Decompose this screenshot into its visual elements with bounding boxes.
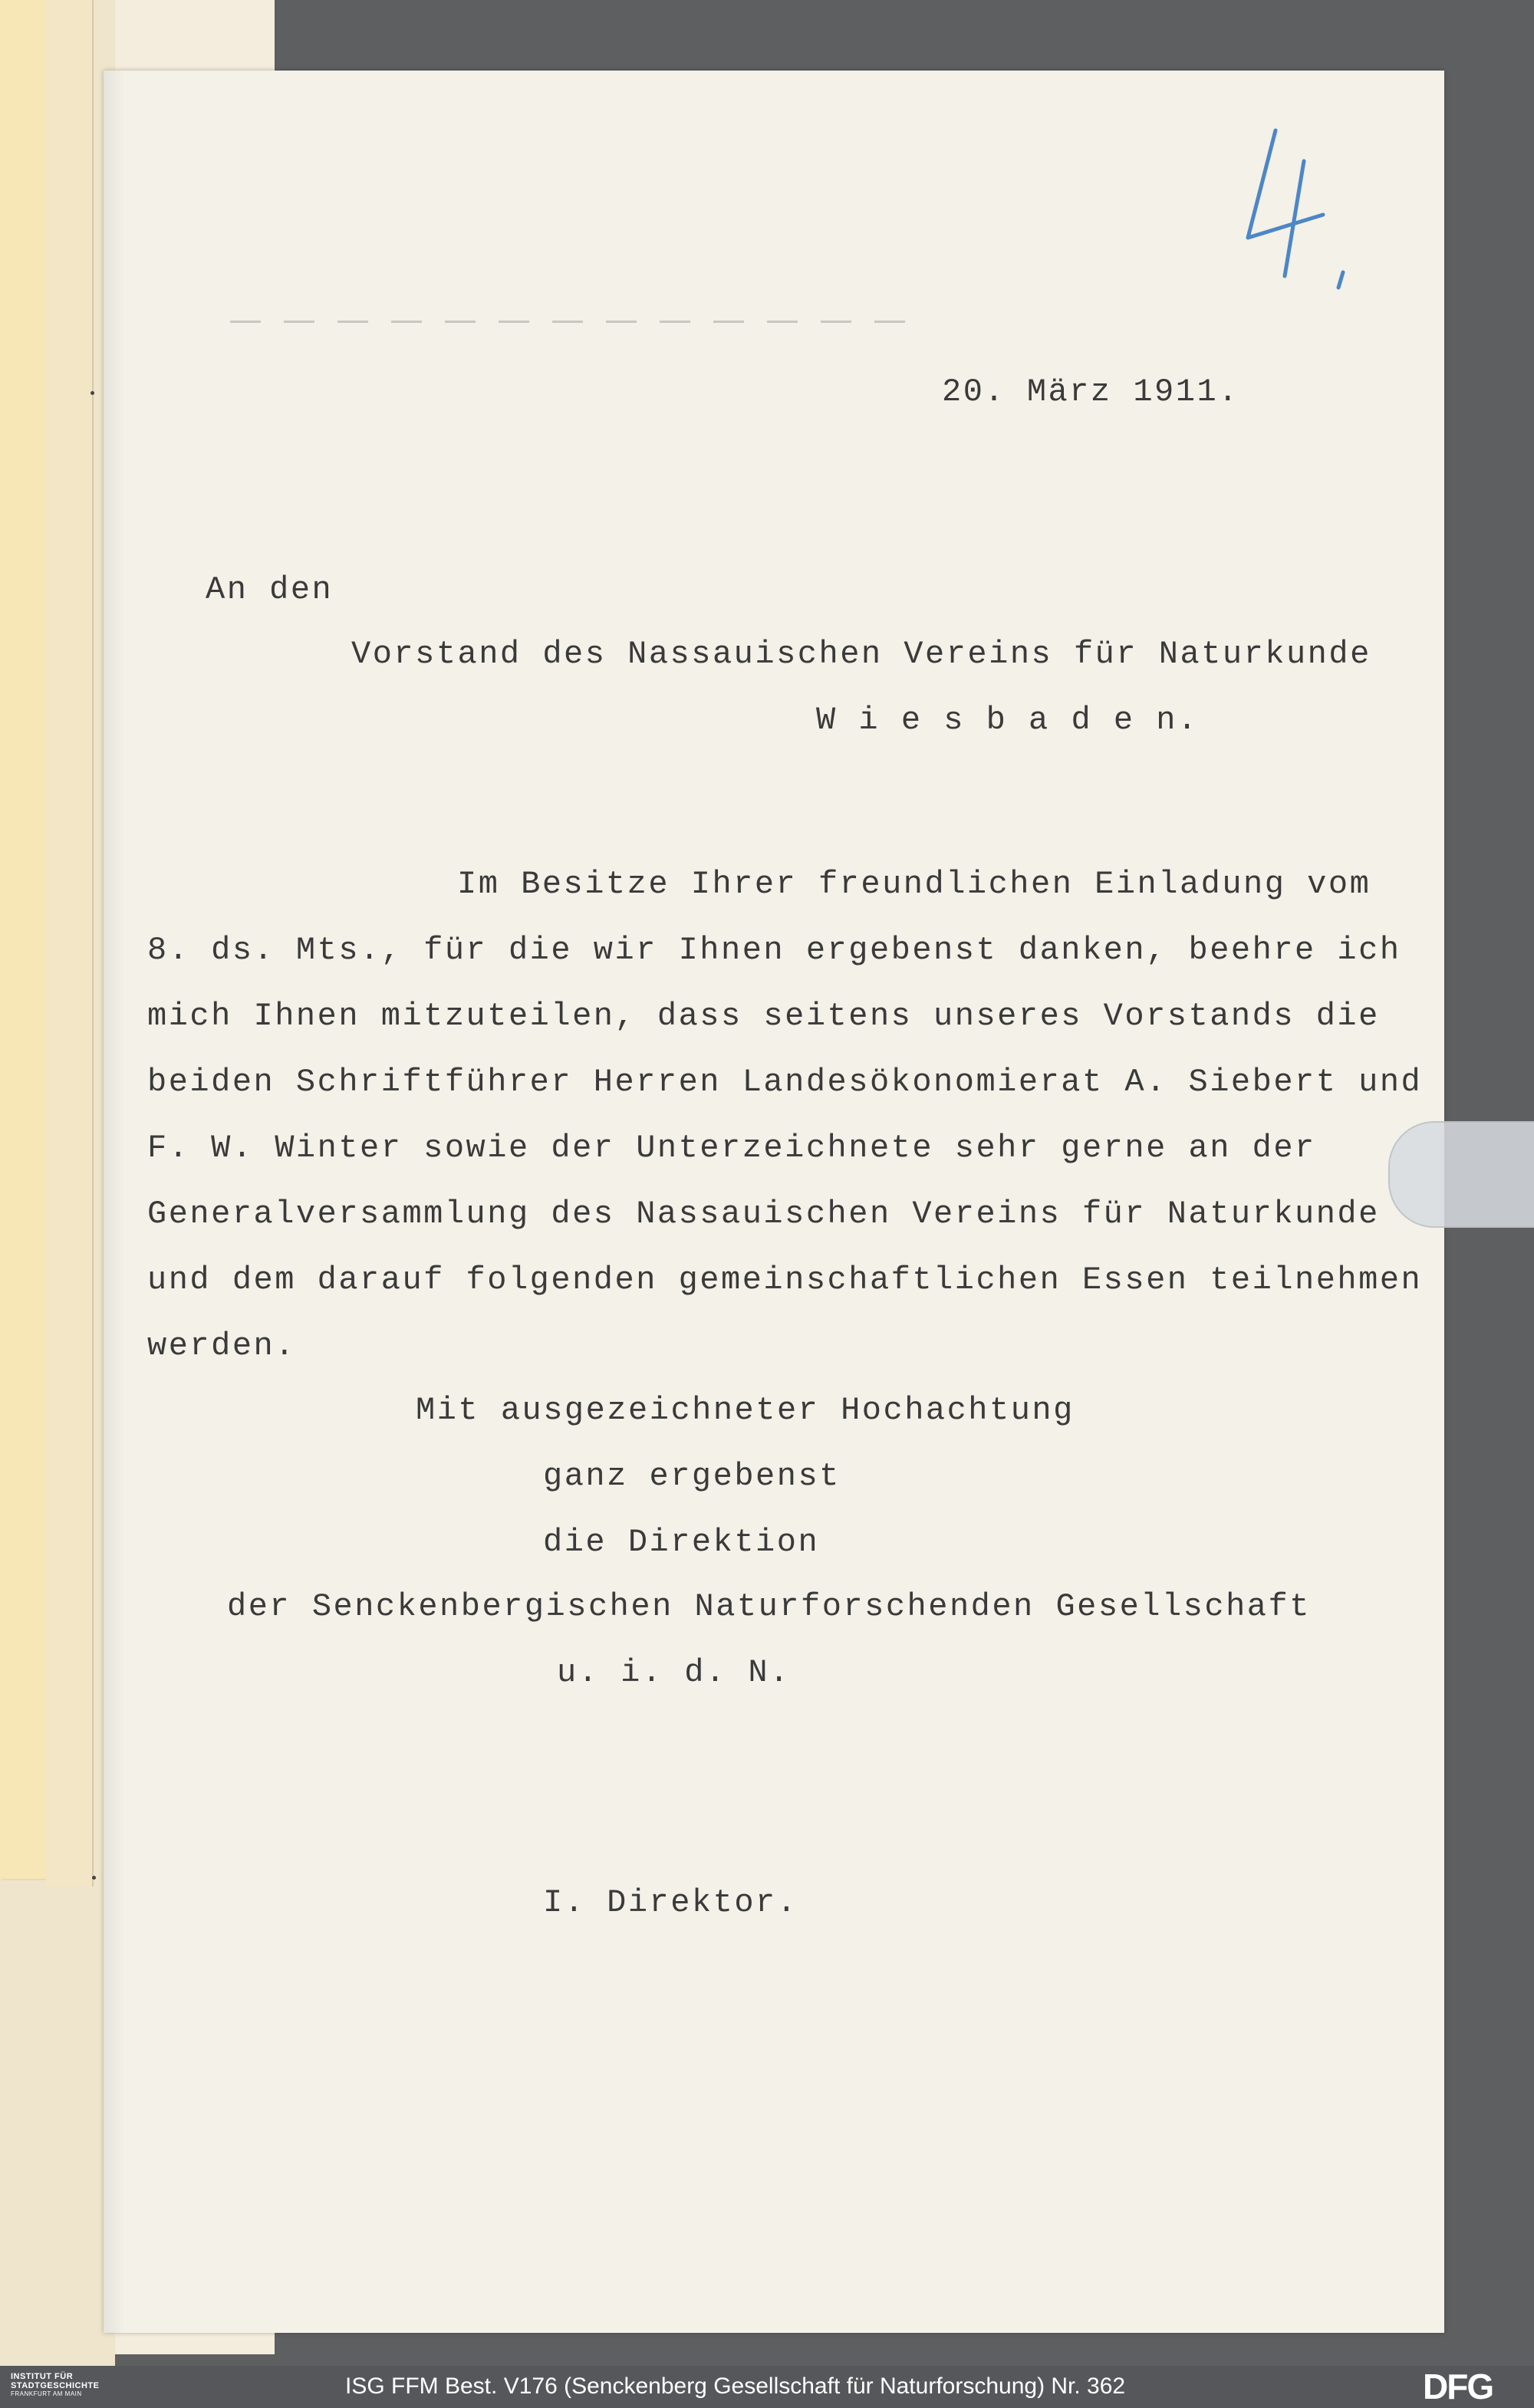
institution-line: INSTITUT FÜR — [11, 2372, 74, 2381]
body-line: und dem darauf folgenden gemeinschaftlichen Essen teilnehmen — [147, 1262, 1423, 1298]
body-line: 8. ds. Mts., für die wir Ihnen ergebenst danken, beehre ich — [147, 932, 1401, 969]
institution-line: FRANKFURT AM MAIN — [11, 2390, 82, 2397]
folder-tab — [1388, 1121, 1534, 1228]
body-line: mich Ihnen mitzuteilen, dass seitens unseres Vorstands die — [147, 998, 1380, 1035]
closing-line: Mit ausgezeichneter Hochachtung — [416, 1392, 1075, 1429]
body-line: F. W. Winter sowie der Unterzeichnete sehr gerne an der — [147, 1130, 1316, 1166]
paper-shadow — [104, 71, 125, 2333]
body-line: Im Besitze Ihrer freundlichen Einladung vom — [457, 866, 1371, 903]
binding-hole — [92, 1876, 96, 1880]
addressee-recipient: Vorstand des Nassauischen Vereins für Naturkunde — [351, 636, 1371, 673]
folder-edge — [46, 0, 94, 1887]
letter-date: 20. März 1911. — [942, 373, 1239, 410]
folio-number-mark — [1231, 123, 1361, 299]
body-line: werden. — [147, 1327, 296, 1364]
faint-mark-line — [230, 321, 920, 323]
addressee-salutation: An den — [206, 571, 334, 608]
closing-line: der Senckenbergischen Naturforschenden Gesellschaft — [227, 1588, 1311, 1625]
dfg-logo: DFG — [1423, 2367, 1493, 2406]
body-line: Generalversammlung des Nassauischen Vereins für Naturkunde — [147, 1196, 1380, 1232]
institution-logo — [11, 2372, 172, 2403]
closing-line: die Direktion — [543, 1524, 820, 1561]
body-line: beiden Schriftführer Herren Landesökonomierat A. Siebert und — [147, 1064, 1423, 1100]
archive-caption: ISG FFM Best. V176 (Senckenberg Gesellschaft für Naturforschung) Nr. 362 — [345, 2373, 1126, 2399]
institution-line: STADTGESCHICHTE — [11, 2381, 100, 2390]
addressee-city: W i e s b a d e n. — [816, 702, 1199, 739]
closing-line: ganz ergebenst — [543, 1458, 841, 1495]
closing-line: u. i. d. N. — [557, 1654, 791, 1691]
binding-hole — [91, 391, 94, 395]
signature-title: I. Direktor. — [543, 1884, 798, 1921]
